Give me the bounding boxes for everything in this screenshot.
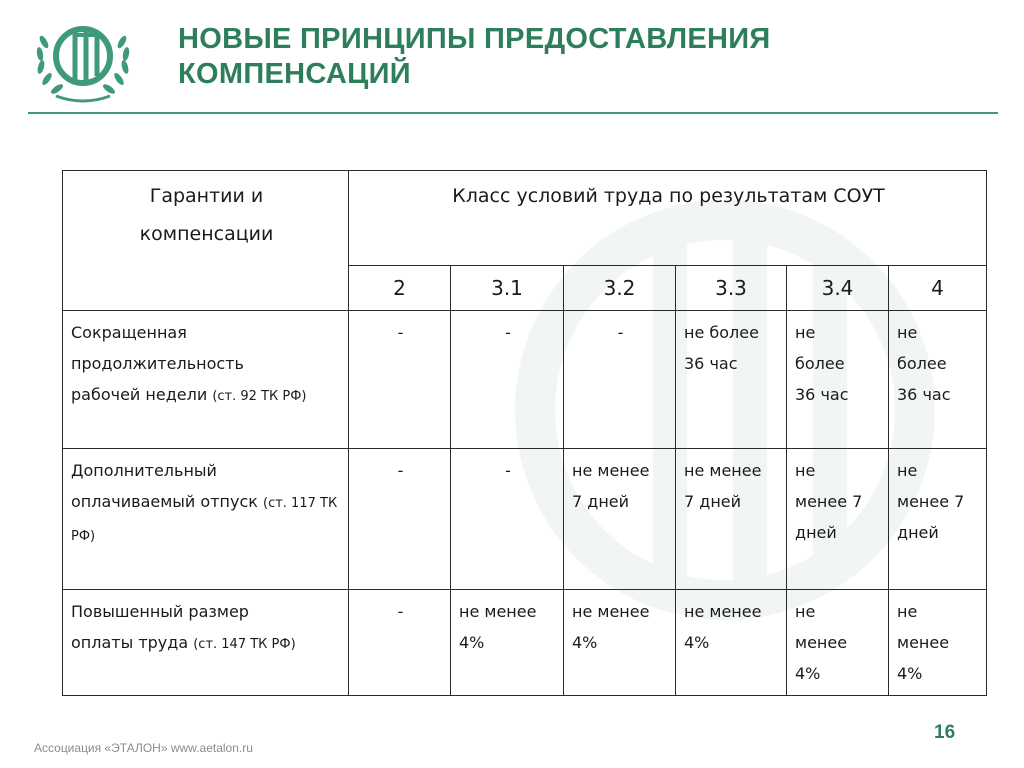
cell-r3-c3 [564,590,676,696]
cell-text: менее 7 [897,492,965,511]
cell-text: 4% [897,664,923,683]
row-label-line-text: оплаты труда [71,633,189,652]
class-3-3-header: 3.3 [676,266,787,311]
cell-text: - [505,323,511,342]
row-label-line: Повышенный размер [71,602,249,621]
cell-r3-c4 [676,590,787,696]
table-row-higher-pay [63,590,987,696]
row-label-line-text: рабочей недели [71,385,208,404]
class-3-1-header: 3.1 [451,266,564,311]
row-label-higher-pay [63,590,349,696]
cell-text: не более [684,323,759,342]
row-label-line: Сокращенная [71,323,187,342]
cell-r1-c6 [889,311,987,449]
cell-text: - [397,602,404,621]
compensation-table [62,170,987,696]
cell-text: - [617,323,624,342]
cell-text: не менее [684,461,762,480]
table-header-row [63,171,987,266]
row-law-ref: (ст. 92 ТК РФ) [212,389,307,404]
cell-text: 7 дней [572,492,630,511]
row-label-reduced-week [63,311,349,449]
cell-r3-c1 [349,590,451,696]
cell-r3-c5 [787,590,889,696]
cell-text: не [897,323,918,342]
etalon-logo-icon [28,12,138,104]
header-guarantees-cell [63,171,349,311]
cell-text: более [795,354,845,373]
cell-r1-c4 [676,311,787,449]
cell-text: не менее [572,461,650,480]
cell-text: 4% [572,633,598,652]
cell-text: 36 час [684,354,738,373]
table-row-reduced-week [63,311,987,449]
cell-text: менее [795,633,848,652]
header-class-group-cell: Класс условий труда по результатам СОУТ [349,171,987,266]
page-number: 16 [934,722,956,743]
header-guarantees-line-1: Гарантии и [149,185,264,207]
cell-text: - [397,323,404,342]
cell-r1-c3 [564,311,676,449]
row-label-line: Дополнительный [71,461,217,480]
cell-text: дней [795,523,837,542]
footer-org: Ассоциация «ЭТАЛОН» www.aetalon.ru [34,741,253,755]
cell-text: не менее [684,602,762,621]
cell-text: 7 дней [684,492,742,511]
title-line-2: КОМПЕНСАЦИЙ [178,58,411,90]
table-row-extra-leave [63,449,987,590]
cell-text: - [397,461,404,480]
row-label-line-text: оплачиваемый отпуск [71,492,258,511]
cell-text: не [897,461,918,480]
class-2-header: 2 [349,266,451,311]
row-label-line [71,379,342,412]
row-label-line [71,486,342,552]
cell-text: не менее [572,602,650,621]
cell-text: менее 7 [795,492,863,511]
cell-r1-c5 [787,311,889,449]
row-label-line: продолжительность [71,354,244,373]
cell-r2-c3 [564,449,676,590]
cell-r2-c4 [676,449,787,590]
cell-text: не менее [459,602,537,621]
cell-r1-c2 [451,311,564,449]
cell-r2-c5 [787,449,889,590]
row-law-ref: (ст. 147 ТК РФ) [193,637,296,652]
cell-text: не [897,602,918,621]
cell-text: 4% [684,633,710,652]
cell-r2-c6 [889,449,987,590]
cell-text: не [795,323,816,342]
header-guarantees-line-2: компенсации [139,223,274,245]
cell-r2-c2 [451,449,564,590]
cell-r3-c6 [889,590,987,696]
cell-text: - [505,461,511,480]
class-3-2-header: 3.2 [564,266,676,311]
row-label-line [71,627,342,660]
cell-text: 4% [459,633,485,652]
cell-r2-c1 [349,449,451,590]
row-law-ref: (ст. 117 ТК РФ) [71,496,338,544]
cell-text: менее [897,633,950,652]
title-divider [28,112,998,114]
cell-text: 36 час [897,385,951,404]
class-3-4-header: 3.4 [787,266,889,311]
title-line-1: НОВЫЕ ПРИНЦИПЫ ПРЕДОСТАВЛЕНИЯ [178,23,771,55]
cell-text: не [795,602,816,621]
cell-text: более [897,354,947,373]
cell-r3-c2 [451,590,564,696]
cell-r1-c1 [349,311,451,449]
cell-text: 4% [795,664,821,683]
page-title [178,22,998,92]
cell-text: дней [897,523,939,542]
class-4-header: 4 [889,266,987,311]
cell-text: не [795,461,816,480]
row-label-extra-leave [63,449,349,590]
cell-text: 36 час [795,385,849,404]
